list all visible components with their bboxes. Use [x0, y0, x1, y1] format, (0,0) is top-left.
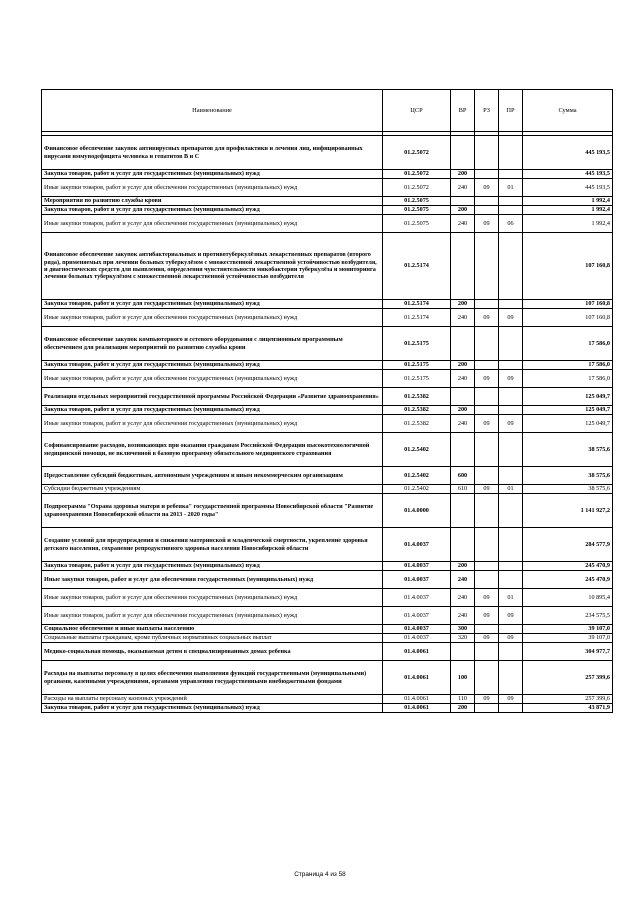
- cell-name: Иные закупки товаров, работ и услуг для обеспечения государственных (муниципальных) нужд: [42, 179, 383, 197]
- cell-pr: 01: [499, 179, 523, 197]
- cell-vr: 200: [451, 562, 475, 571]
- cell-name: Реализация отдельных мероприятий государственной программы Российской Федерации «Развитие здравоохранения»: [42, 388, 383, 406]
- table-row: [42, 136, 613, 170]
- cell-rz: 09: [475, 695, 499, 704]
- cell-csr: 01.4.0037: [383, 607, 451, 625]
- header-sum: Сумма: [523, 90, 613, 132]
- cell-vr: 600: [451, 467, 475, 485]
- table-row: [42, 361, 613, 370]
- table-row: [42, 467, 613, 485]
- cell-sum: 38 575,6: [523, 485, 613, 494]
- cell-name: Софинансирование расходов, возникающих при оказании гражданам Российской Федерации высокотехнологичной медицинской помощи, не включенной в базовую программу обязательного медицинского страхования: [42, 433, 383, 467]
- cell-rz: [475, 206, 499, 215]
- cell-csr: 01.2.5072: [383, 136, 451, 170]
- cell-csr: 01.2.5175: [383, 327, 451, 361]
- cell-rz: 09: [475, 309, 499, 327]
- cell-vr: 240: [451, 309, 475, 327]
- cell-name: Медико-социальная помощь, оказываемая детям в специализированных домах ребенка: [42, 643, 383, 661]
- cell-csr: 01.2.5075: [383, 197, 451, 206]
- cell-name: Иные закупки товаров, работ и услуг для обеспечения государственных (муниципальных) нужд: [42, 589, 383, 607]
- cell-sum: 38 575,6: [523, 467, 613, 485]
- table-row: [42, 695, 613, 704]
- cell-csr: 01.2.5175: [383, 370, 451, 388]
- table-row: [42, 661, 613, 695]
- cell-name: Закупка товаров, работ и услуг для государственных (муниципальных) нужд: [42, 704, 383, 713]
- cell-rz: [475, 643, 499, 661]
- cell-sum: 125 049,7: [523, 415, 613, 433]
- cell-csr: 01.4.0037: [383, 589, 451, 607]
- cell-csr: 01.2.5402: [383, 485, 451, 494]
- cell-pr: [499, 528, 523, 562]
- cell-name: Иные закупки товаров, работ и услуг для обеспечения государственных (муниципальных) нужд: [42, 571, 383, 589]
- cell-rz: 09: [475, 215, 499, 233]
- cell-csr: 01.4.0037: [383, 571, 451, 589]
- cell-rz: [475, 170, 499, 179]
- cell-sum: 10 895,4: [523, 589, 613, 607]
- cell-csr: 01.2.5174: [383, 309, 451, 327]
- cell-csr: 01.2.5072: [383, 179, 451, 197]
- cell-rz: 09: [475, 370, 499, 388]
- table-row: [42, 179, 613, 197]
- cell-csr: 01.2.5072: [383, 170, 451, 179]
- cell-vr: 240: [451, 370, 475, 388]
- cell-name: Иные закупки товаров, работ и услуг для обеспечения государственных (муниципальных) нужд: [42, 415, 383, 433]
- cell-sum: 17 586,0: [523, 327, 613, 361]
- cell-pr: [499, 361, 523, 370]
- cell-rz: 09: [475, 634, 499, 643]
- cell-rz: [475, 197, 499, 206]
- table-row: [42, 300, 613, 309]
- cell-vr: 200: [451, 406, 475, 415]
- cell-pr: 09: [499, 309, 523, 327]
- cell-name: Иные закупки товаров, работ и услуг для обеспечения государственных (муниципальных) нужд: [42, 215, 383, 233]
- cell-rz: [475, 233, 499, 300]
- cell-rz: [475, 467, 499, 485]
- cell-rz: 09: [475, 415, 499, 433]
- table-row: [42, 433, 613, 467]
- cell-rz: 09: [475, 485, 499, 494]
- cell-csr: 01.2.5382: [383, 415, 451, 433]
- cell-name: Финансовое обеспечение закупок антибактериальных и противотуберкулёзных лекарственных препаратов (второго ряда), применяемых при лечении больных туберкулёзом с множественной лекарственной устойчивостью возбудителя, и диагностических средств для выявления, определения чувствительности микобактерии туберкулёза и мониторинга лечения больных туберкулёзом с множественной лекарственной устойчивостью возбудителя: [42, 233, 383, 300]
- cell-pr: [499, 136, 523, 170]
- cell-pr: [499, 467, 523, 485]
- table-row: [42, 388, 613, 406]
- header-name: Наименование: [42, 90, 383, 132]
- cell-csr: 01.2.5382: [383, 388, 451, 406]
- table-row: [42, 625, 613, 634]
- cell-name: Иные закупки товаров, работ и услуг для обеспечения государственных (муниципальных) нужд: [42, 309, 383, 327]
- cell-pr: 01: [499, 485, 523, 494]
- cell-name: Закупка товаров, работ и услуг для государственных (муниципальных) нужд: [42, 300, 383, 309]
- cell-sum: 17 586,0: [523, 361, 613, 370]
- cell-name: Предоставление субсидий бюджетным, автономным учреждениям и иным некоммерческим организациям: [42, 467, 383, 485]
- cell-pr: [499, 625, 523, 634]
- cell-sum: 39 107,0: [523, 625, 613, 634]
- cell-sum: 1 992,4: [523, 206, 613, 215]
- cell-vr: [451, 327, 475, 361]
- table-row: [42, 634, 613, 643]
- cell-sum: 257 399,6: [523, 661, 613, 695]
- table-row: [42, 528, 613, 562]
- page-footer: Страница 4 из 58: [294, 871, 346, 878]
- cell-name: Мероприятия по развитию службы крови: [42, 197, 383, 206]
- table-row: [42, 233, 613, 300]
- cell-csr: 01.4.0000: [383, 494, 451, 528]
- cell-vr: 200: [451, 300, 475, 309]
- header-pr: ПР: [499, 90, 523, 132]
- cell-name: Иные закупки товаров, работ и услуг для обеспечения государственных (муниципальных) нужд: [42, 607, 383, 625]
- table-row: [42, 370, 613, 388]
- cell-vr: 100: [451, 661, 475, 695]
- cell-name: Закупка товаров, работ и услуг для государственных (муниципальных) нужд: [42, 562, 383, 571]
- cell-csr: 01.4.0037: [383, 562, 451, 571]
- cell-rz: 09: [475, 607, 499, 625]
- cell-pr: [499, 704, 523, 713]
- cell-name: Финансовое обеспечение закупок компьютерного и сетевого оборудования с лицензионным программным обеспечением для реализации мероприятий по развитию службы крови: [42, 327, 383, 361]
- cell-name: Иные закупки товаров, работ и услуг для обеспечения государственных (муниципальных) нужд: [42, 370, 383, 388]
- cell-sum: 304 977,7: [523, 643, 613, 661]
- cell-vr: 200: [451, 704, 475, 713]
- cell-pr: 09: [499, 607, 523, 625]
- cell-csr: 01.2.5175: [383, 361, 451, 370]
- header-csr: ЦСР: [383, 90, 451, 132]
- cell-name: Социальное обеспечение и иные выплаты населению: [42, 625, 383, 634]
- cell-sum: 245 470,9: [523, 562, 613, 571]
- cell-rz: [475, 571, 499, 589]
- cell-pr: 09: [499, 695, 523, 704]
- cell-pr: [499, 170, 523, 179]
- cell-pr: 06: [499, 215, 523, 233]
- cell-pr: [499, 197, 523, 206]
- table-row: [42, 562, 613, 571]
- cell-csr: 01.2.5382: [383, 406, 451, 415]
- table-header-row: [42, 90, 613, 132]
- cell-sum: 284 577,9: [523, 528, 613, 562]
- cell-csr: 01.4.0061: [383, 695, 451, 704]
- cell-rz: [475, 300, 499, 309]
- cell-sum: 445 193,5: [523, 136, 613, 170]
- cell-sum: 1 992,4: [523, 215, 613, 233]
- cell-sum: 125 049,7: [523, 406, 613, 415]
- cell-sum: 125 049,7: [523, 388, 613, 406]
- table-row: [42, 215, 613, 233]
- table-row: [42, 643, 613, 661]
- cell-rz: [475, 327, 499, 361]
- cell-rz: 09: [475, 589, 499, 607]
- cell-sum: 1 141 927,2: [523, 494, 613, 528]
- cell-vr: [451, 494, 475, 528]
- cell-sum: 445 193,5: [523, 179, 613, 197]
- cell-csr: 01.2.5402: [383, 467, 451, 485]
- cell-pr: 09: [499, 415, 523, 433]
- cell-pr: 09: [499, 370, 523, 388]
- cell-vr: 200: [451, 206, 475, 215]
- cell-rz: 09: [475, 179, 499, 197]
- table-body: [42, 132, 613, 713]
- cell-sum: 43 871,9: [523, 704, 613, 713]
- cell-sum: 445 193,5: [523, 170, 613, 179]
- table-row: [42, 309, 613, 327]
- cell-rz: [475, 494, 499, 528]
- header-rz: РЗ: [475, 90, 499, 132]
- cell-name: Финансовое обеспечение закупок антивирусных препаратов для профилактики и лечения лиц, инфицированных вирусами иммунодефицита человека и гепатитов В и С: [42, 136, 383, 170]
- cell-pr: [499, 661, 523, 695]
- table-row: [42, 406, 613, 415]
- cell-rz: [475, 661, 499, 695]
- cell-pr: [499, 388, 523, 406]
- cell-rz: [475, 704, 499, 713]
- cell-vr: 240: [451, 589, 475, 607]
- cell-vr: 610: [451, 485, 475, 494]
- table-row: [42, 327, 613, 361]
- cell-vr: [451, 197, 475, 206]
- table-row: [42, 206, 613, 215]
- cell-pr: [499, 571, 523, 589]
- cell-rz: [475, 433, 499, 467]
- budget-table: [41, 89, 613, 713]
- cell-vr: 200: [451, 361, 475, 370]
- table-row: [42, 415, 613, 433]
- cell-name: Социальные выплаты гражданам, кроме публичных нормативных социальных выплат: [42, 634, 383, 643]
- cell-sum: 39 107,0: [523, 634, 613, 643]
- cell-rz: [475, 528, 499, 562]
- cell-sum: 234 575,5: [523, 607, 613, 625]
- cell-csr: 01.2.5075: [383, 206, 451, 215]
- cell-sum: 38 575,6: [523, 433, 613, 467]
- cell-name: Создание условий для предупреждения и снижения материнской и младенческой смертности, укрепление здоровья детского населения, сохранение репродуктивного здоровья населения Новосибирской области: [42, 528, 383, 562]
- cell-vr: 200: [451, 170, 475, 179]
- cell-name: Закупка товаров, работ и услуг для государственных (муниципальных) нужд: [42, 406, 383, 415]
- cell-vr: [451, 528, 475, 562]
- cell-pr: [499, 562, 523, 571]
- cell-name: Расходы на выплаты персоналу в целях обеспечения выполнения функций государственными (муниципальными) органами, казенными учреждениями, органами управления государственными внебюджетными фондами: [42, 661, 383, 695]
- cell-vr: 240: [451, 415, 475, 433]
- table-row: [42, 197, 613, 206]
- cell-vr: 240: [451, 571, 475, 589]
- cell-vr: [451, 388, 475, 406]
- cell-sum: 107 160,8: [523, 233, 613, 300]
- cell-sum: 1 992,4: [523, 197, 613, 206]
- cell-vr: 240: [451, 607, 475, 625]
- cell-vr: [451, 433, 475, 467]
- cell-csr: 01.2.5174: [383, 300, 451, 309]
- cell-name: Расходы на выплаты персоналу казенных учреждений: [42, 695, 383, 704]
- cell-csr: 01.2.5075: [383, 215, 451, 233]
- cell-pr: [499, 327, 523, 361]
- cell-csr: 01.2.5402: [383, 433, 451, 467]
- cell-name: Закупка товаров, работ и услуг для государственных (муниципальных) нужд: [42, 361, 383, 370]
- cell-pr: 09: [499, 634, 523, 643]
- cell-pr: [499, 433, 523, 467]
- cell-pr: [499, 233, 523, 300]
- cell-sum: 257 399,6: [523, 695, 613, 704]
- cell-pr: 01: [499, 589, 523, 607]
- cell-vr: 240: [451, 179, 475, 197]
- cell-csr: 01.4.0037: [383, 634, 451, 643]
- cell-pr: [499, 643, 523, 661]
- table-row: [42, 589, 613, 607]
- cell-vr: 240: [451, 215, 475, 233]
- cell-pr: [499, 206, 523, 215]
- cell-sum: 107 160,8: [523, 300, 613, 309]
- cell-rz: [475, 562, 499, 571]
- cell-pr: [499, 300, 523, 309]
- cell-pr: [499, 494, 523, 528]
- cell-csr: 01.4.0061: [383, 704, 451, 713]
- cell-csr: 01.4.0061: [383, 661, 451, 695]
- cell-name: Подпрограмма "Охрана здоровья матери и ребенка" государственной программы Новосибирской области "Развитие здравоохранения Новосибирской области на 2013 - 2020 годы": [42, 494, 383, 528]
- cell-vr: [451, 233, 475, 300]
- cell-vr: [451, 136, 475, 170]
- cell-name: Закупка товаров, работ и услуг для государственных (муниципальных) нужд: [42, 170, 383, 179]
- table-row: [42, 704, 613, 713]
- cell-sum: 17 586,0: [523, 370, 613, 388]
- cell-name: Субсидии бюджетным учреждениям: [42, 485, 383, 494]
- table-row: [42, 571, 613, 589]
- cell-pr: [499, 406, 523, 415]
- cell-csr: 01.4.0037: [383, 625, 451, 634]
- cell-vr: 300: [451, 625, 475, 634]
- cell-sum: 245 470,9: [523, 571, 613, 589]
- cell-rz: [475, 136, 499, 170]
- cell-sum: 107 160,8: [523, 309, 613, 327]
- cell-vr: 110: [451, 695, 475, 704]
- cell-rz: [475, 388, 499, 406]
- table-row: [42, 607, 613, 625]
- cell-rz: [475, 361, 499, 370]
- cell-rz: [475, 625, 499, 634]
- cell-name: Закупка товаров, работ и услуг для государственных (муниципальных) нужд: [42, 206, 383, 215]
- cell-csr: 01.4.0037: [383, 528, 451, 562]
- table-row: [42, 170, 613, 179]
- cell-vr: 320: [451, 634, 475, 643]
- table-row: [42, 485, 613, 494]
- table-row: [42, 494, 613, 528]
- cell-csr: 01.2.5174: [383, 233, 451, 300]
- header-vr: ВР: [451, 90, 475, 132]
- cell-csr: 01.4.0061: [383, 643, 451, 661]
- cell-rz: [475, 406, 499, 415]
- cell-vr: [451, 643, 475, 661]
